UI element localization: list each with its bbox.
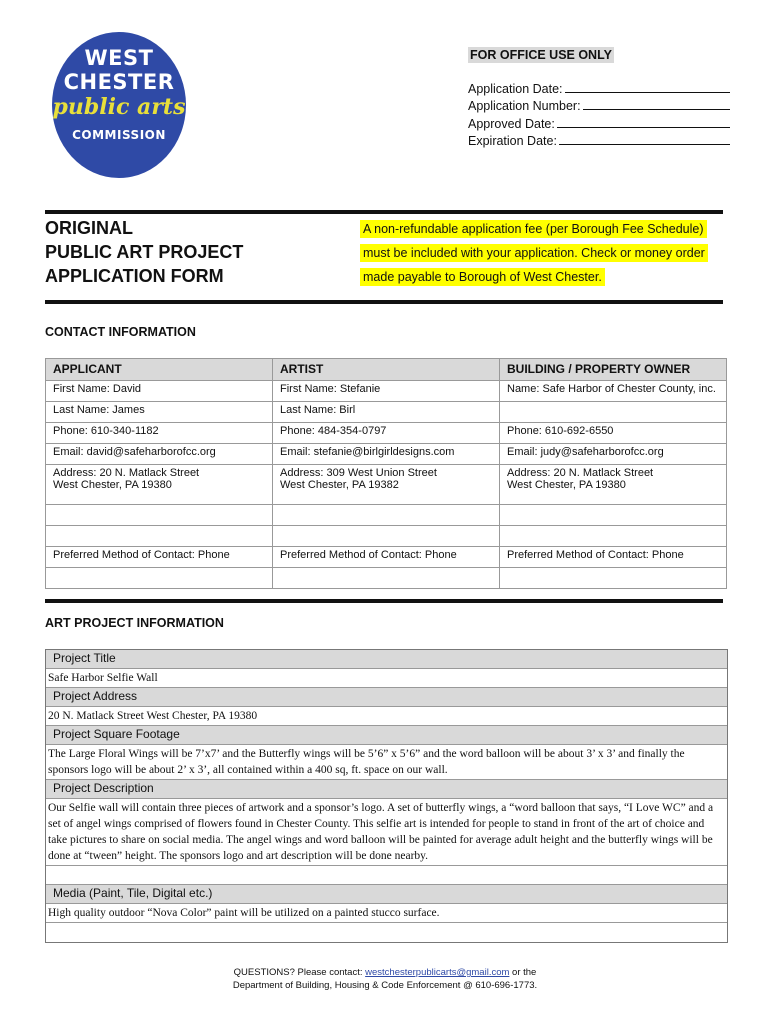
logo-word-west: WEST [84,46,154,70]
contact-heading: CONTACT INFORMATION [45,325,196,339]
column-header: BUILDING / PROPERTY OWNER [500,359,727,381]
table-cell[interactable] [46,526,273,547]
art-project-table [45,649,728,943]
logo-word-public-arts: public arts [52,94,186,120]
project-description-value[interactable]: Our Selfie wall will contain three pieces of artwork and a sponsor’s logo. A set of butterfly wings, a “word balloon that says, “I Love WC” and a set of angel wings comprised of flowers found in Chester County. This selfie art is intended for people to stand in front of the art of choice and take pictures to share on social media. The angel wings and word balloon will be painted for average adult height and the butterfly wings will be done at “tween” height. The sponsors logo and art description will be done nearby. [46,799,727,866]
field-label: Application Number: [468,99,581,113]
empty-row [46,866,727,885]
field-label: Expiration Date: [468,134,557,148]
media-value[interactable]: High quality outdoor “Nova Color” paint will be utilized on a painted stucco surface. [46,904,727,923]
table-cell[interactable]: Email: stefanie@birlgirldesigns.com [273,444,500,465]
table-cell[interactable] [46,505,273,526]
table-cell[interactable] [46,568,273,589]
fee-notice [360,217,708,289]
table-cell[interactable]: Phone: 610-692-6550 [500,423,727,444]
footer-prefix: QUESTIONS? Please contact: [233,967,366,978]
table-row [46,547,727,568]
fee-line: A non-refundable application fee (per Borough Fee Schedule) [360,220,707,238]
office-use-heading: FOR OFFICE USE ONLY [470,48,612,62]
table-cell[interactable]: Preferred Method of Contact: Phone [46,547,273,568]
table-row-empty [46,526,727,547]
table-cell[interactable]: Address: 20 N. Matlack Street West Chester, PA 19380 [46,465,273,505]
table-cell[interactable]: Email: david@safeharborofcc.org [46,444,273,465]
square-footage-value[interactable]: The Large Floral Wings will be 7’x7’ and the Butterfly wings will be 5’6” x 5’6” and the word balloon will be about 3’ x 3’ and finally the sponsors logo will be about 2’ x 3’, all contained within a 400 sq, ft. space on our wall. [46,745,727,780]
table-cell[interactable]: First Name: Stefanie [273,381,500,402]
application-date-field[interactable] [468,78,730,96]
table-row-address [46,465,727,505]
table-cell[interactable]: Last Name: James [46,402,273,423]
table-cell[interactable] [273,568,500,589]
table-cell[interactable] [273,505,500,526]
title-line: ORIGINAL [45,218,133,238]
table-cell[interactable] [273,526,500,547]
project-address-label: Project Address [46,688,727,707]
media-label: Media (Paint, Tile, Digital etc.) [46,885,727,904]
expiration-date-field[interactable] [468,131,730,149]
table-cell[interactable]: Name: Safe Harbor of Chester County, inc. [500,381,727,402]
empty-row [46,923,727,942]
table-row [46,381,727,402]
table-cell[interactable]: Email: judy@safeharborofcc.org [500,444,727,465]
table-cell[interactable]: Preferred Method of Contact: Phone [273,547,500,568]
table-cell[interactable]: Phone: 484-354-0797 [273,423,500,444]
office-use-block [468,47,730,148]
square-footage-label: Project Square Footage [46,726,727,745]
divider [45,599,723,603]
table-cell[interactable]: Last Name: Birl [273,402,500,423]
table-cell[interactable]: Phone: 610-340-1182 [46,423,273,444]
field-label: Application Date: [468,81,563,96]
contact-table [45,358,727,589]
footer-suffix: or the [509,967,537,978]
footer-line2: Department of Building, Housing & Code Enforcement @ 610-696-1773. [232,980,538,991]
footer [0,966,770,992]
logo-word-commission: COMMISSION [72,128,166,142]
divider [45,210,723,214]
fee-line: made payable to Borough of West Chester. [360,268,605,286]
project-address-value[interactable]: 20 N. Matlack Street West Chester, PA 19380 [46,707,727,726]
table-header-row [46,359,727,381]
table-cell[interactable] [500,505,727,526]
table-cell[interactable]: Address: 20 N. Matlack Street West Chester, PA 19380 [500,465,727,505]
table-row [46,402,727,423]
table-row [46,444,727,465]
fee-line: must be included with your application. Check or money order [360,244,708,262]
approved-date-field[interactable] [468,113,730,131]
table-cell[interactable]: Preferred Method of Contact: Phone [500,547,727,568]
table-row-empty [46,505,727,526]
logo-word-chester: CHESTER [63,70,175,94]
project-title-value[interactable]: Safe Harbor Selfie Wall [46,669,727,688]
column-header: ARTIST [273,359,500,381]
table-cell[interactable] [500,402,727,423]
art-heading: ART PROJECT INFORMATION [45,616,224,630]
divider [45,300,723,304]
contact-email-link[interactable]: westchesterpublicarts@gmail.com [365,967,510,978]
field-label: Approved Date: [468,116,555,131]
commission-logo [52,32,186,178]
title-line: PUBLIC ART PROJECT [45,242,244,262]
table-cell[interactable]: Address: 309 West Union Street West Chester, PA 19382 [273,465,500,505]
project-title-label: Project Title [46,650,727,669]
title-line: APPLICATION FORM [45,266,224,286]
table-cell[interactable]: First Name: David [46,381,273,402]
application-number-field[interactable] [468,96,730,114]
table-row-empty [46,568,727,589]
table-cell[interactable] [500,568,727,589]
table-row [46,423,727,444]
table-cell[interactable] [500,526,727,547]
project-description-label: Project Description [46,780,727,799]
form-title [45,216,243,288]
column-header: APPLICANT [46,359,273,381]
